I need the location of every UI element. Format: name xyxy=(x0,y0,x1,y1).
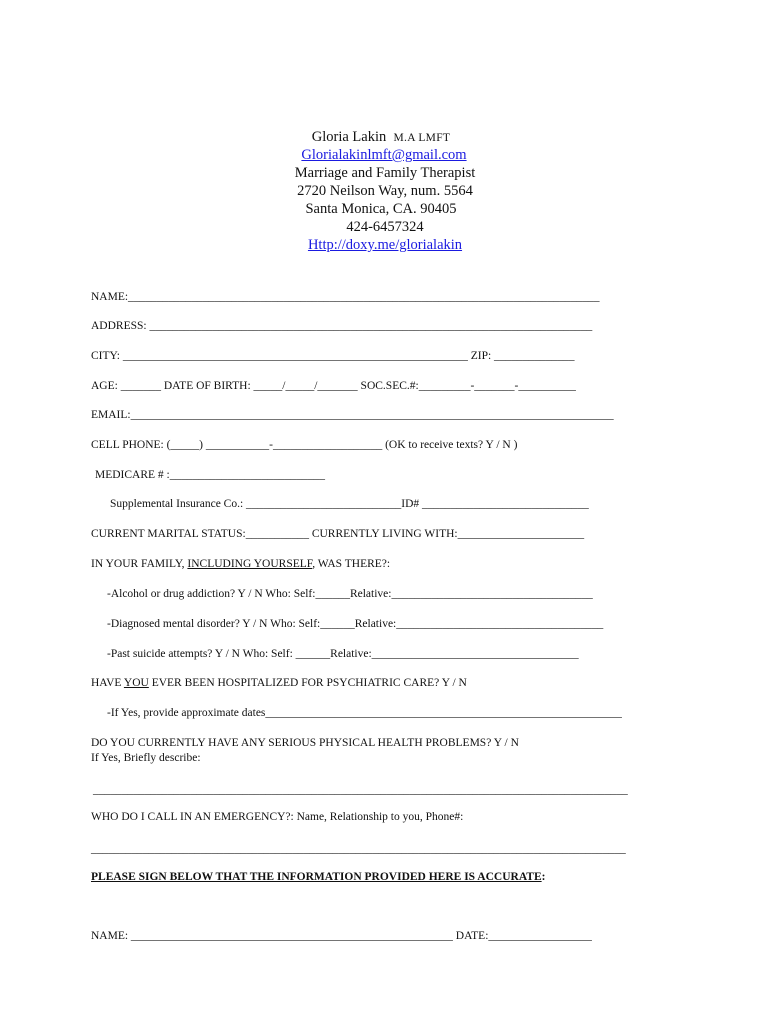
phone-number: 424-6457324 xyxy=(346,219,424,235)
mental-disorder-field[interactable]: -Diagnosed mental disorder? Y / N Who: Self:______Relative:____________________________________ xyxy=(107,618,604,630)
street-address: 2720 Neilson Way, num. 5564 xyxy=(297,183,473,199)
therapist-name-line xyxy=(0,128,766,147)
marital-living-field[interactable]: CURRENT MARITAL STATUS:___________ CURRENTLY LIVING WITH:______________________ xyxy=(91,528,585,540)
hospitalized-start: HAVE xyxy=(91,677,124,689)
name-field[interactable]: NAME:__________________________________________________________________________________ xyxy=(91,291,600,303)
signature-instruction-text: PLEASE SIGN BELOW THAT THE INFORMATION PROVIDED HERE IS ACCURATE xyxy=(91,871,542,883)
suicide-attempts-field[interactable]: -Past suicide attempts? Y / N Who: Self: ______Relative:____________________________________ xyxy=(107,648,579,660)
therapist-name: Gloria Lakin xyxy=(311,129,387,145)
describe-line[interactable]: _____________________________________________________________________________________________ xyxy=(93,784,628,796)
website-line xyxy=(0,236,770,254)
signature-name-date-field[interactable]: NAME: ________________________________________________________ DATE:__________________ xyxy=(91,930,592,942)
emergency-contact-line[interactable]: _____________________________________________________________________________________________ xyxy=(91,843,626,855)
supplemental-insurance-field[interactable]: Supplemental Insurance Co.: ___________________________ID# _____________________________ xyxy=(110,498,589,510)
family-question-end: , WAS THERE?: xyxy=(312,558,391,570)
emergency-contact-question: WHO DO I CALL IN AN EMERGENCY?: Name, Relationship to you, Phone#: xyxy=(91,811,464,823)
alcohol-drug-field[interactable]: -Alcohol or drug addiction? Y / N Who: Self:______Relative:___________________________________ xyxy=(107,588,593,600)
email-link[interactable]: Glorialakinlmft@gmail.com xyxy=(301,147,467,163)
family-question-start: IN YOUR FAMILY, xyxy=(91,558,188,570)
hospitalized-question[interactable] xyxy=(91,676,467,690)
describe-label: If Yes, Briefly describe: xyxy=(91,752,201,764)
signature-instruction-colon: : xyxy=(541,871,546,883)
therapist-title: Marriage and Family Therapist xyxy=(294,165,476,181)
email-field[interactable]: EMAIL:____________________________________________________________________________________ xyxy=(91,409,614,421)
family-question-emphasis: INCLUDING YOURSELF xyxy=(187,558,313,570)
physical-health-question[interactable]: DO YOU CURRENTLY HAVE ANY SERIOUS PHYSICAL HEALTH PROBLEMS? Y / N xyxy=(91,737,519,749)
cell-phone-field[interactable]: CELL PHONE: (_____) ___________-___________________ (OK to receive texts? Y / N ) xyxy=(91,439,518,451)
hospitalized-end: EVER BEEN HOSPITALIZED FOR PSYCHIATRIC CARE? Y / N xyxy=(148,677,467,689)
medicare-field[interactable]: MEDICARE # :___________________________ xyxy=(95,469,325,481)
hospitalization-dates-field[interactable]: -If Yes, provide approximate dates______________________________________________________________ xyxy=(107,707,622,719)
website-link[interactable]: Http://doxy.me/glorialakin xyxy=(307,237,463,253)
hospitalized-emphasis: YOU xyxy=(123,677,149,689)
address-field[interactable]: ADDRESS: _____________________________________________________________________________ xyxy=(91,320,593,332)
signature-instruction xyxy=(91,870,545,884)
city-address: Santa Monica, CA. 90405 xyxy=(305,201,457,217)
therapist-credentials: M.A LMFT xyxy=(393,132,451,144)
email-line xyxy=(0,146,769,164)
family-history-question xyxy=(91,557,390,571)
city-zip-field[interactable]: CITY: ____________________________________________________________ ZIP: ______________ xyxy=(91,350,575,362)
age-dob-ssn-field[interactable]: AGE: _______ DATE OF BIRTH: _____/_____/_______ SOC.SEC.#:_________-_______-__________ xyxy=(91,380,576,392)
